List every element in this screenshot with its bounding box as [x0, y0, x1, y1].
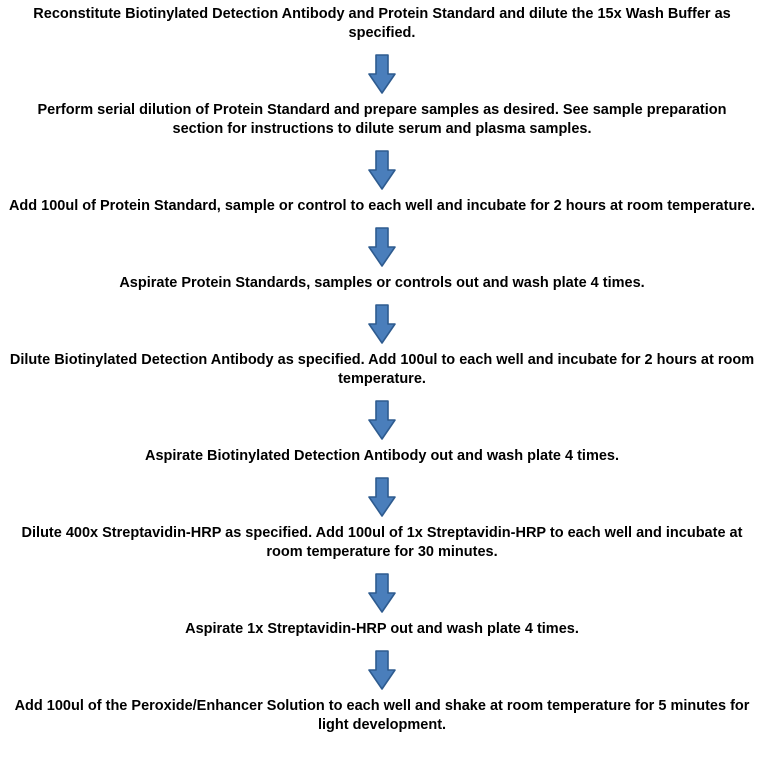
flow-step-2: Perform serial dilution of Protein Standard and prepare samples as desired. See sample preparation section for instructions to dilute serum and plasma samples. [37, 102, 727, 137]
down-arrow-icon [368, 650, 396, 690]
down-arrow-icon [368, 400, 396, 440]
down-arrow-icon [368, 227, 396, 267]
down-arrow-icon [368, 150, 396, 190]
flow-step-7: Dilute 400x Streptavidin-HRP as specified. Add 100ul of 1x Streptavidin-HRP to each well and incubate at room temperature for 30 minutes. [21, 525, 743, 560]
flow-step-1: Reconstitute Biotinylated Detection Antibody and Protein Standard and dilute the 15x Wash Buffer as specified. [33, 6, 731, 41]
flow-step-3: Add 100ul of Protein Standard, sample or control to each well and incubate for 2 hours at room temperature. [8, 198, 756, 214]
down-arrow-icon [368, 477, 396, 517]
flow-step-5: Dilute Biotinylated Detection Antibody as specified. Add 100ul to each well and incubate for 2 hours at room temperature. [9, 352, 755, 387]
down-arrow-icon [368, 54, 396, 94]
flow-step-8: Aspirate 1x Streptavidin-HRP out and wash plate 4 times. [185, 621, 579, 637]
flow-step-6: Aspirate Biotinylated Detection Antibody out and wash plate 4 times. [144, 448, 619, 464]
down-arrow-icon [368, 573, 396, 613]
flow-step-9: Add 100ul of the Peroxide/Enhancer Solution to each well and shake at room temperature for 5 minutes for light development. [14, 698, 750, 733]
down-arrow-icon [368, 304, 396, 344]
flow-step-4: Aspirate Protein Standards, samples or controls out and wash plate 4 times. [119, 275, 645, 291]
